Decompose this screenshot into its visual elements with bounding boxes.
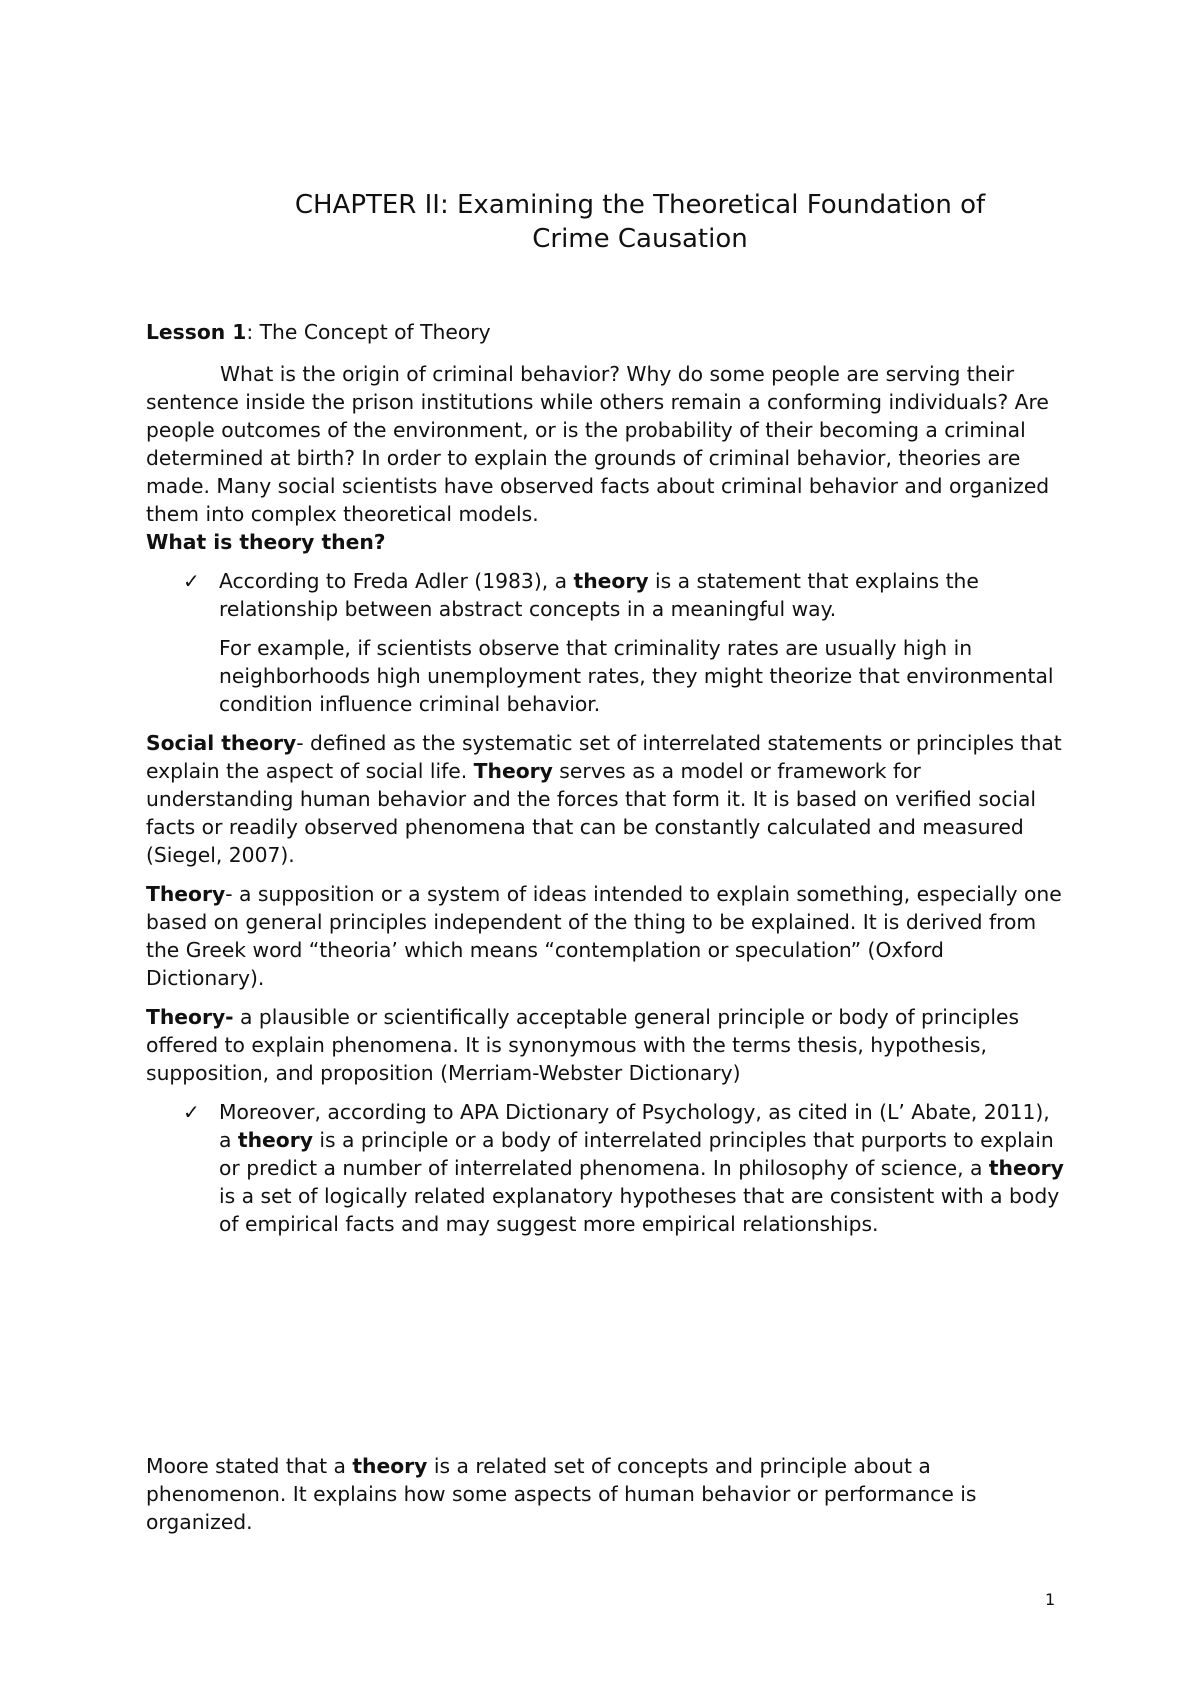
intro-paragraph: What is the origin of criminal behavior? Why do some people are serving their sentence inside the prison institutions while others remain a conforming individuals? Are people outcomes of the environment, or is the probability of their becoming a criminal determined at birth? In order to explain the grounds of criminal behavior, theories are made. Many social scientists have observed facts about criminal behavior and organized them into complex theoretical models. [146,362,1050,526]
theory-oxford-term: Theory [146,882,226,906]
example-paragraph: For example, if scientists observe that criminality rates are usually high in neighborhoods high unemployment rates, they might theorize that environmental condition influence criminal behavior. [219,636,1054,716]
moore-paragraph [146,1452,1066,1536]
social-theory-paragraph [146,729,1066,869]
lesson-title: The Concept of Theory [259,320,491,344]
bullet-apa-text-c: is a principle or a body of interrelated principles that purports to explain or predict a number of interrelated phenomena. In philosophy of science, a [219,1128,1054,1180]
social-theory-text-a: - defined as the systematic set of interrelated statements or principles that explain the aspect of social life. [146,731,1062,783]
check-icon: ✓ [183,569,200,593]
chapter-title [200,188,1080,256]
bullet-apa-bold-1: theory [237,1128,313,1152]
bullet-adler-text-a: According to Freda Adler (1983), a [219,569,574,593]
social-theory-text-c: serves as a model or framework for understanding human behavior and the forces that form it. It is based on verified social facts or readily observed phenomena that can be constantly calculated and measured (Siegel, 2007). [146,759,1037,867]
moore-bold: theory [352,1454,428,1478]
moore-text-c: is a related set of concepts and principle about a phenomenon. It explains how some aspects of human behavior or performance is organized. [146,1454,977,1534]
question-text: What is theory then? [146,530,386,554]
moore-text-a: Moore stated that a [146,1454,353,1478]
question-heading [146,528,1066,556]
chapter-title-line-1: CHAPTER II: Examining the Theoretical Foundation of [294,190,986,220]
bullet-adler-text-c: is a statement that explains the relationship between abstract concepts in a meaningful way. [219,569,979,621]
theory-mw-paragraph [146,1003,1066,1087]
social-theory-term: Social theory [146,731,297,755]
bullet-adler-bold: theory [573,569,649,593]
theory-oxford-paragraph [146,880,1066,992]
theory-mw-term: Theory- [146,1005,234,1029]
bullet-apa-bold-2: theory [988,1156,1064,1180]
theory-oxford-text: - a supposition or a system of ideas intended to explain something, especially one based on general principles independent of the thing to be explained. It is derived from the Greek word “theoria’ which means “contemplation or speculation” (Oxford Dictionary). [146,882,1062,990]
lesson-separator: : [246,320,260,344]
page-number: 1 [1045,1590,1056,1609]
chapter-title-line-2: Crime Causation [532,224,748,254]
check-icon: ✓ [183,1100,200,1124]
social-theory-bold: Theory [473,759,553,783]
theory-mw-text: a plausible or scientifically acceptable general principle or body of principles offered to explain phenomena. It is synonymous with the terms thesis, hypothesis, supposition, and proposition (Merriam-Webster Dictionary) [146,1005,1020,1085]
lesson-heading [146,318,1066,346]
bullet-apa [146,1098,1066,1238]
bullet-apa-text-e: is a set of logically related explanatory hypotheses that are consistent with a body of empirical facts and may suggest more empirical relationships. [219,1184,1060,1236]
lesson-label: Lesson 1 [146,320,247,344]
bullet-adler [146,567,1066,623]
document-body [146,318,1066,1238]
bullet-apa-text-a: Moreover, according to APA Dictionary of Psychology, as cited in (L’ Abate, 2011), a [219,1100,1050,1152]
